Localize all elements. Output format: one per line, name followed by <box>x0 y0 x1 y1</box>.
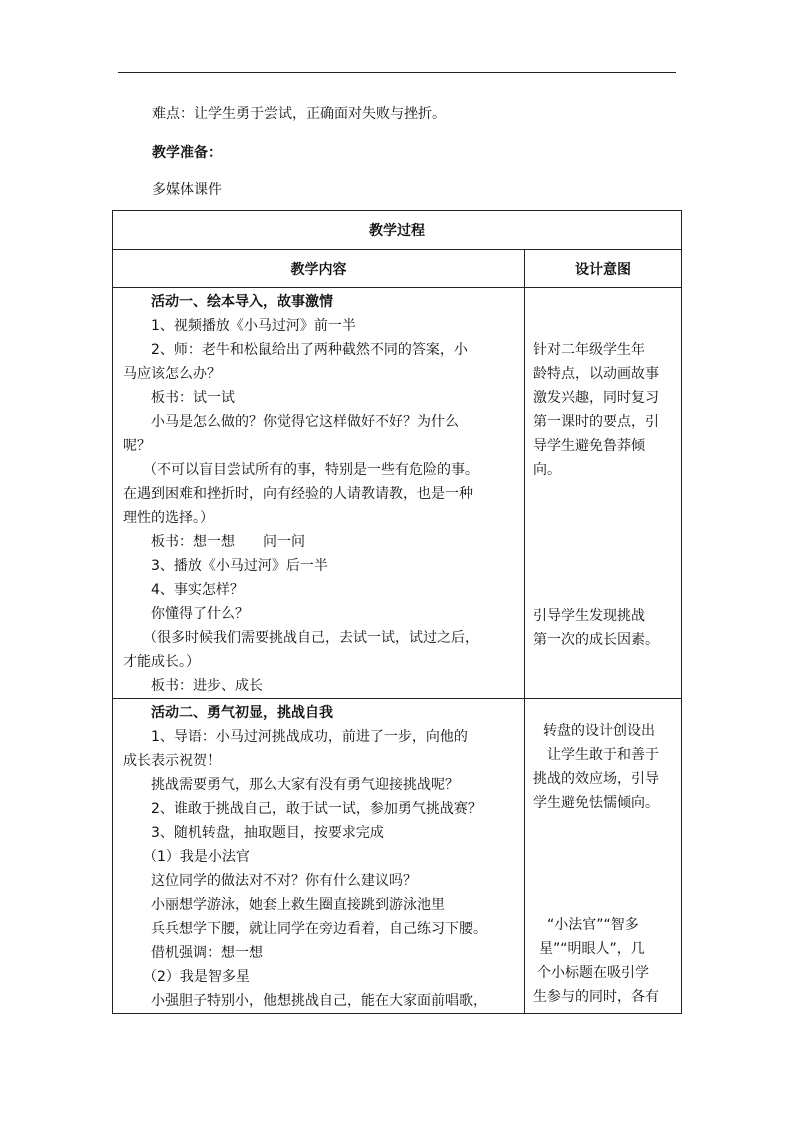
activity-2-heading: 活动二、勇气初显，挑战自我 <box>151 705 333 721</box>
list-item: 才能成长。） <box>123 654 200 670</box>
intent-line: 让学生敢于和善于 <box>547 747 659 763</box>
activity-1-intent <box>525 288 682 699</box>
list-item: 兵兵想学下腰，就让同学在旁边看着，自己练习下腰。 <box>151 921 487 937</box>
table-row-activity-1 <box>113 288 682 699</box>
table-row-activity-2 <box>113 699 682 1014</box>
list-item: 这位同学的做法对不对？你有什么建议吗？ <box>151 873 417 889</box>
list-item: 小丽想学游泳，她套上救生圈直接跳到游泳池里 <box>151 897 445 913</box>
list-item: 板书：试一试 <box>151 390 235 406</box>
activity-2-intent <box>525 699 682 1014</box>
list-item: 马应该怎么办？ <box>123 366 221 382</box>
intent-line: 导学生避免鲁莽倾 <box>533 438 645 454</box>
list-item: 板书：进步、成长 <box>151 678 263 694</box>
prep-heading: 教学准备： <box>152 145 222 161</box>
list-item: （很多时候我们需要挑战自己，去试一试，试过之后， <box>143 630 479 646</box>
intent-line: 星”“明眼人”，几 <box>539 941 645 957</box>
table-title: 教学过程 <box>113 211 682 250</box>
list-item: 理性的选择。） <box>123 510 214 526</box>
activity-1-heading: 活动一、绘本导入，故事激情 <box>151 294 333 310</box>
list-item: 小马是怎么做的？你觉得它这样做好不好？为什么 <box>151 414 459 430</box>
list-item: （2）我是智多星 <box>143 969 250 985</box>
activity-2-content <box>113 699 525 1014</box>
intent-line: 第一课时的要点，引 <box>533 414 659 430</box>
teaching-process-table <box>112 210 682 1014</box>
list-item: 3、随机转盘，抽取题目，按要求完成 <box>151 825 384 841</box>
list-item: 2、谁敢于挑战自己，敢于试一试，参加勇气挑战赛？ <box>151 801 482 817</box>
intent-line: 学生避免怯懦倾向。 <box>533 795 659 811</box>
intent-line: 向。 <box>533 462 561 478</box>
list-item: 你懂得了什么？ <box>151 606 249 622</box>
list-item: 4、事实怎样？ <box>151 582 244 598</box>
list-item: （不可以盲目尝试所有的事，特别是一些有危险的事。 <box>143 462 479 478</box>
activity-1-content <box>113 288 525 699</box>
prep-content: 多媒体课件 <box>152 182 222 198</box>
list-item: 挑战需要勇气，那么大家有没有勇气迎接挑战呢？ <box>151 777 459 793</box>
column-header-intent: 设计意图 <box>525 250 682 288</box>
column-header-content: 教学内容 <box>113 250 525 288</box>
intent-line: 龄特点，以动画故事 <box>533 366 659 382</box>
header-rule <box>118 72 676 73</box>
list-item: 1、导语：小马过河挑战成功，前进了一步，向他的 <box>151 729 468 745</box>
list-item: 呢？ <box>123 438 151 454</box>
intent-line: 生参与的同时，各有 <box>533 989 659 1005</box>
intent-line: “小法官”“智多 <box>547 917 639 933</box>
list-item: 借机强调：想一想 <box>151 945 263 961</box>
list-item: 3、播放《小马过河》后一半 <box>151 558 328 574</box>
difficulty-text: 难点：让学生勇于尝试，正确面对失败与挫折。 <box>152 106 446 122</box>
intent-line: 个小标题在吸引学 <box>537 965 649 981</box>
intent-line: 第一次的成长因素。 <box>533 632 659 648</box>
intent-line: 激发兴趣，同时复习 <box>533 390 659 406</box>
intent-line: 转盘的设计创设出 <box>543 723 655 739</box>
list-item: 小强胆子特别小，他想挑战自己，能在大家面前唱歌， <box>151 993 487 1009</box>
list-item: 板书：想一想 问一问 <box>151 534 305 550</box>
list-item: 在遇到困难和挫折时，向有经验的人请教请教，也是一种 <box>123 486 473 502</box>
list-item: 2、师：老牛和松鼠给出了两种截然不同的答案，小 <box>151 342 468 358</box>
intent-line: 引导学生发现挑战 <box>533 608 645 624</box>
list-item: 成长表示祝贺！ <box>123 753 221 769</box>
intent-line: 挑战的效应场，引导 <box>533 771 659 787</box>
intent-line: 针对二年级学生年 <box>533 342 645 358</box>
list-item: （1）我是小法官 <box>143 849 250 865</box>
list-item: 1、视频播放《小马过河》前一半 <box>151 318 356 334</box>
